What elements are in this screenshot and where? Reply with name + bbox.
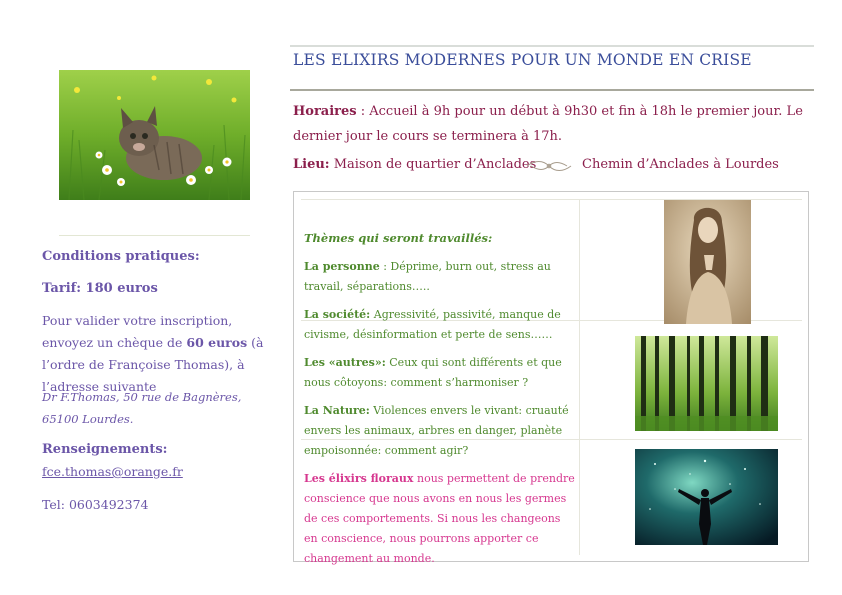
elixirs-text: nous permettent de prendre conscience que nous avons en nous les germes de ces comportements. Si nous les changeons en conscience, nous pourrons apporter ce changement au monde. bbox=[304, 472, 575, 565]
horaires-text: : Accueil à 9h pour un début à 9h30 et fin à 18h le premier jour. Le dernier jour le cours se terminera à 17h. bbox=[293, 104, 803, 144]
conditions-heading: Conditions pratiques: bbox=[42, 249, 200, 264]
validation-text-1: Pour valider votre inscription, envoyez un chèque de bbox=[42, 313, 233, 350]
lieu-line bbox=[293, 157, 536, 172]
theme-text: Ceux qui sont différents et que nous côtoyons: comment s’harmoniser ? bbox=[304, 356, 562, 389]
validation-text bbox=[42, 310, 264, 398]
flourish-ornament bbox=[525, 158, 573, 178]
lieu-label: Lieu: bbox=[293, 157, 330, 172]
themes-heading: Thèmes qui seront travaillés: bbox=[304, 231, 493, 245]
theme-item bbox=[304, 401, 574, 461]
elixirs-paragraph bbox=[304, 469, 576, 569]
theme-text: Agressivité, passivité, manque de civisme, désinformation et perte de sens…… bbox=[304, 308, 561, 341]
page-title: LES ELIXIRS MODERNES POUR UN MONDE EN CRISE bbox=[293, 51, 752, 69]
phone-number: Tel: 0603492374 bbox=[42, 497, 149, 512]
forest-photo bbox=[635, 336, 778, 431]
theme-label: La société: bbox=[304, 308, 371, 321]
renseignements-heading: Renseignements: bbox=[42, 442, 168, 457]
validation-text-2: (à l’ordre de Françoise Thomas), à l’adresse suivante bbox=[42, 335, 264, 394]
horaires-paragraph bbox=[293, 99, 823, 149]
box-column-divider bbox=[579, 199, 580, 555]
tarif: Tarif: 180 euros bbox=[42, 281, 158, 296]
theme-label: La personne bbox=[304, 260, 380, 273]
kitten-photo bbox=[59, 70, 250, 200]
theme-text: : Déprime, burn out, stress au travail, séparations….. bbox=[304, 260, 551, 293]
lieu-address: Chemin d’Anclades à Lourdes bbox=[582, 157, 779, 172]
theme-text: Violences envers le vivant: cruauté envers les animaux, arbres en danger, planète empoisonnée: comment agir? bbox=[304, 404, 569, 457]
theme-label: Les «autres»: bbox=[304, 356, 386, 369]
title-rule bbox=[290, 89, 814, 91]
postal-address: Dr F.Thomas, 50 rue de Bagnères, 65100 Lourdes. bbox=[42, 390, 242, 426]
woman-photo bbox=[664, 200, 751, 324]
sidebar-divider bbox=[59, 235, 250, 236]
elixirs-label: Les élixirs floraux bbox=[304, 472, 414, 485]
theme-label: La Nature: bbox=[304, 404, 370, 417]
lieu-place: Maison de quartier d’Anclades bbox=[329, 157, 537, 172]
theme-item bbox=[304, 257, 574, 297]
theme-item bbox=[304, 353, 574, 393]
validation-amount: 60 euros bbox=[186, 335, 248, 350]
theme-item bbox=[304, 305, 574, 345]
email-link[interactable]: fce.thomas@orange.fr bbox=[42, 464, 183, 479]
top-rule bbox=[290, 45, 814, 47]
cosmic-man-photo bbox=[635, 449, 778, 545]
horaires-label: Horaires bbox=[293, 104, 357, 119]
